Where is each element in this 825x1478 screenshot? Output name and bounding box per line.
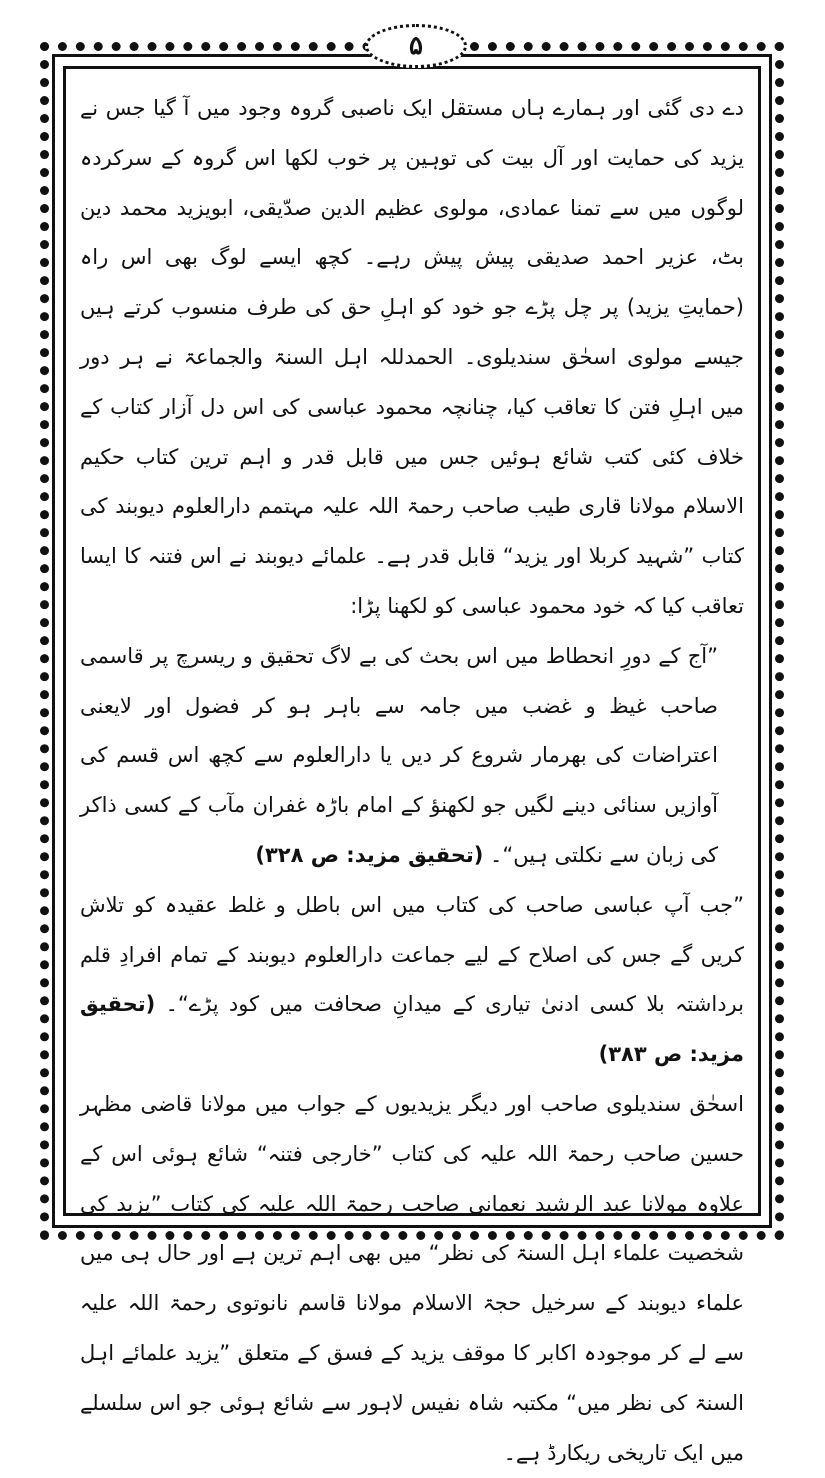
quote-block-1 — [80, 632, 744, 881]
paragraph-intro: دے دی گئی اور ہمارے ہاں مستقل ایک ناصبی گروہ وجود میں آ گیا جس نے یزید کی حمایت اور آل بیت کی توہین پر خوب لکھا اس گروہ کے سرکردہ لوگوں میں سے تمنا عمادی، مولوی عظیم الدین صدّیقی، ابویزید محمد دین بٹ، عزیر احمد صدیقی پیش پیش رہے۔ کچھ ایسے لوگ بھی اس راہ (حمایتِ یزید) پر چل پڑے جو خود کو اہلِ حق کی طرف منسوب کرتے ہیں جیسے مولوی اسحٰق سندیلوی۔ الحمدللہ اہل السنۃ والجماعۃ نے ہر دور میں اہلِ فتن کا تعاقب کیا، چنانچہ محمود عباسی کی اس دل آزار کتاب کے خلاف کئی کتب شائع ہوئیں جس میں قابل قدر و اہم ترین کتاب حکیم الاسلام مولانا قاری طیب صاحب رحمۃ اللہ علیہ مہتمم دارالعلوم دیوبند کی کتاب ”شہید کربلا اور یزید“ قابل قدر ہے۔ علمائے دیوبند نے اس فتنہ کا ایسا تعاقب کیا کہ خود محمود عباسی کو لکھنا پڑا: — [80, 96, 744, 618]
quote-2-reference: (تحقیق مزید: ص ۳۸۳) — [80, 992, 744, 1067]
quote-2-text: ”جب آپ عباسی صاحب کی کتاب میں اس باطل و غلط عقیدہ کو تلاش کریں گے جس کی اصلاح کے لیے جماعت دارالعلوم دیوبند کے تمام افرادِ قلم برداشتہ بلا کسی ادنیٰ تیاری کے میدانِ صحافت میں کود پڑے“۔ — [80, 892, 744, 1017]
quote-1-reference: (تحقیق مزید: ص ۳۲۸) — [255, 842, 484, 867]
quote-1-text: ”آج کے دورِ انحطاط میں اس بحث کی بے لاگ تحقیق و ریسرچ پر قاسمی صاحب غیظ و غضب میں جامہ سے باہر ہو کر فضول اور لایعنی اعتراضات کی بھرمار شروع کر دیں یا دارالعلوم سے کچھ اس قسم کی آوازیں سنائی دینے لگیں جو لکھنؤ کے امام باڑہ غفران مآب کے کسی ذاکر کی زبان سے نکلتی ہیں“۔ — [80, 643, 718, 867]
page-body — [80, 84, 744, 1465]
paragraph-books: اسحٰق سندیلوی صاحب اور دیگر یزیدیوں کے جواب میں مولانا قاضی مظہر حسین صاحب رحمۃ اللہ علیہ کی کتاب ”خارجی فتنہ“ شائع ہوئی اس کے علاوہ مولانا عبد الرشید نعمانی صاحب رحمۃ اللہ علیہ کی کتاب ”یزید کی شخصیت علماء اہل السنۃ کی نظر“ میں بھی اہم ترین ہے اور حال ہی میں علماء دیوبند کے سرخیل حجۃ الاسلام مولانا قاسم نانوتوی رحمۃ اللہ علیہ سے لے کر موجودہ اکابر کا موقف یزید کے فسق کے متعلق ”یزید علمائے اہل السنۃ کی نظر میں“ مکتبہ شاہ نفیس لاہور سے شائع ہوئی جو اس سلسلے میں ایک تاریخی ریکارڈ ہے۔ — [80, 1091, 744, 1465]
page-number — [365, 24, 467, 68]
page-number-label: ۵ — [409, 31, 423, 61]
quote-block-2 — [80, 881, 744, 1080]
